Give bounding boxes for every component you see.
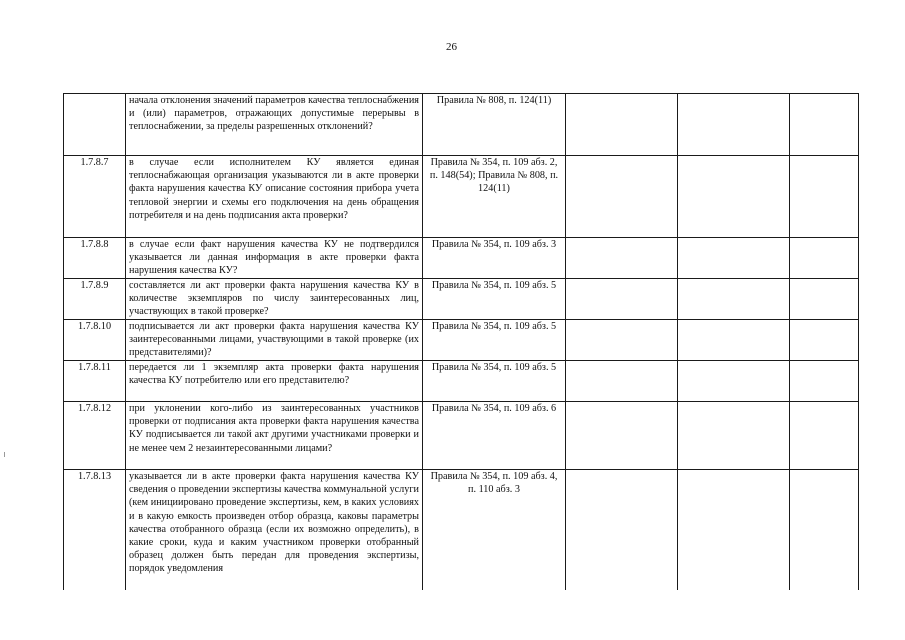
empty-cell [566, 470, 678, 590]
table-row [64, 320, 859, 361]
item-reference: Правила № 354, п. 109 абз. 4, п. 110 абз. 3 [423, 470, 566, 590]
checklist-table [63, 93, 859, 590]
empty-cell [790, 470, 859, 590]
empty-cell [790, 402, 859, 470]
empty-cell [678, 470, 790, 590]
empty-cell [566, 156, 678, 238]
item-reference: Правила № 354, п. 109 абз. 5 [423, 361, 566, 402]
empty-cell [790, 238, 859, 279]
item-reference: Правила № 354, п. 109 абз. 2, п. 148(54); Правила № 808, п. 124(11) [423, 156, 566, 238]
empty-cell [678, 279, 790, 320]
table-row [64, 156, 859, 238]
item-question: в случае если исполнителем КУ является единая теплоснабжающая организация указываются ли в акте проверки факта нарушения качества КУ описание состояния прибора учета тепловой энергии и схемы его подключения на день обращения потребителя и на день подписания акта проверки? [126, 156, 423, 238]
item-number: 1.7.8.9 [64, 279, 126, 320]
empty-cell [566, 320, 678, 361]
empty-cell [790, 156, 859, 238]
empty-cell [566, 402, 678, 470]
item-question: в случае если факт нарушения качества КУ не подтвердился указывается ли данная информация в акте проверки факта нарушения качества КУ? [126, 238, 423, 279]
item-question: при уклонении кого-либо из заинтересованных участников проверки от подписания акта проверки факта нарушения качества КУ подписывается ли такой акт другими участниками проверки и не менее чем 2 незаинтересованными лицами? [126, 402, 423, 470]
table-row [64, 470, 859, 590]
empty-cell [678, 238, 790, 279]
item-reference: Правила № 354, п. 109 абз. 5 [423, 320, 566, 361]
empty-cell [790, 361, 859, 402]
item-question: подписывается ли акт проверки факта нарушения качества КУ заинтересованными лицами, участвующими в такой проверке (их представителями)? [126, 320, 423, 361]
empty-cell [790, 94, 859, 156]
table-row [64, 279, 859, 320]
item-number: 1.7.8.7 [64, 156, 126, 238]
empty-cell [678, 361, 790, 402]
table-row [64, 94, 859, 156]
empty-cell [678, 402, 790, 470]
empty-cell [566, 361, 678, 402]
item-number: 1.7.8.10 [64, 320, 126, 361]
empty-cell [678, 94, 790, 156]
item-number: 1.7.8.13 [64, 470, 126, 590]
empty-cell [678, 156, 790, 238]
item-number: 1.7.8.12 [64, 402, 126, 470]
empty-cell [678, 320, 790, 361]
item-number [64, 94, 126, 156]
item-question: начала отклонения значений параметров качества теплоснабжения и (или) параметров, отражающих допустимые перерывы в теплоснабжении, за пределы разрешенных отклонений? [126, 94, 423, 156]
item-reference: Правила № 354, п. 109 абз. 3 [423, 238, 566, 279]
table-row [64, 402, 859, 470]
item-number: 1.7.8.11 [64, 361, 126, 402]
item-question: указывается ли в акте проверки факта нарушения качества КУ сведения о проведении экспертизы качества коммунальной услуги (кем инициировано проведение экспертизы, кем, в каких условиях и в какую емкость произведен отбор образца, каковы параметры качества отобранного образца (если их возможно определить), в какие сроки, куда и каким участником проверки отобранный образец должен быть передан для проведения экспертизы, порядок уведомления [126, 470, 423, 590]
item-question: составляется ли акт проверки факта нарушения качества КУ в количестве экземпляров по числу заинтересованных лиц, участвующих в такой проверке? [126, 279, 423, 320]
table-row [64, 361, 859, 402]
empty-cell [566, 279, 678, 320]
item-reference: Правила № 808, п. 124(11) [423, 94, 566, 156]
page-number: 26 [446, 41, 457, 53]
margin-mark [4, 452, 5, 457]
item-number: 1.7.8.8 [64, 238, 126, 279]
item-reference: Правила № 354, п. 109 абз. 5 [423, 279, 566, 320]
item-question: передается ли 1 экземпляр акта проверки факта нарушения качества КУ потребителю или его представителю? [126, 361, 423, 402]
empty-cell [566, 238, 678, 279]
item-reference: Правила № 354, п. 109 абз. 6 [423, 402, 566, 470]
empty-cell [566, 94, 678, 156]
empty-cell [790, 279, 859, 320]
empty-cell [790, 320, 859, 361]
table-row [64, 238, 859, 279]
